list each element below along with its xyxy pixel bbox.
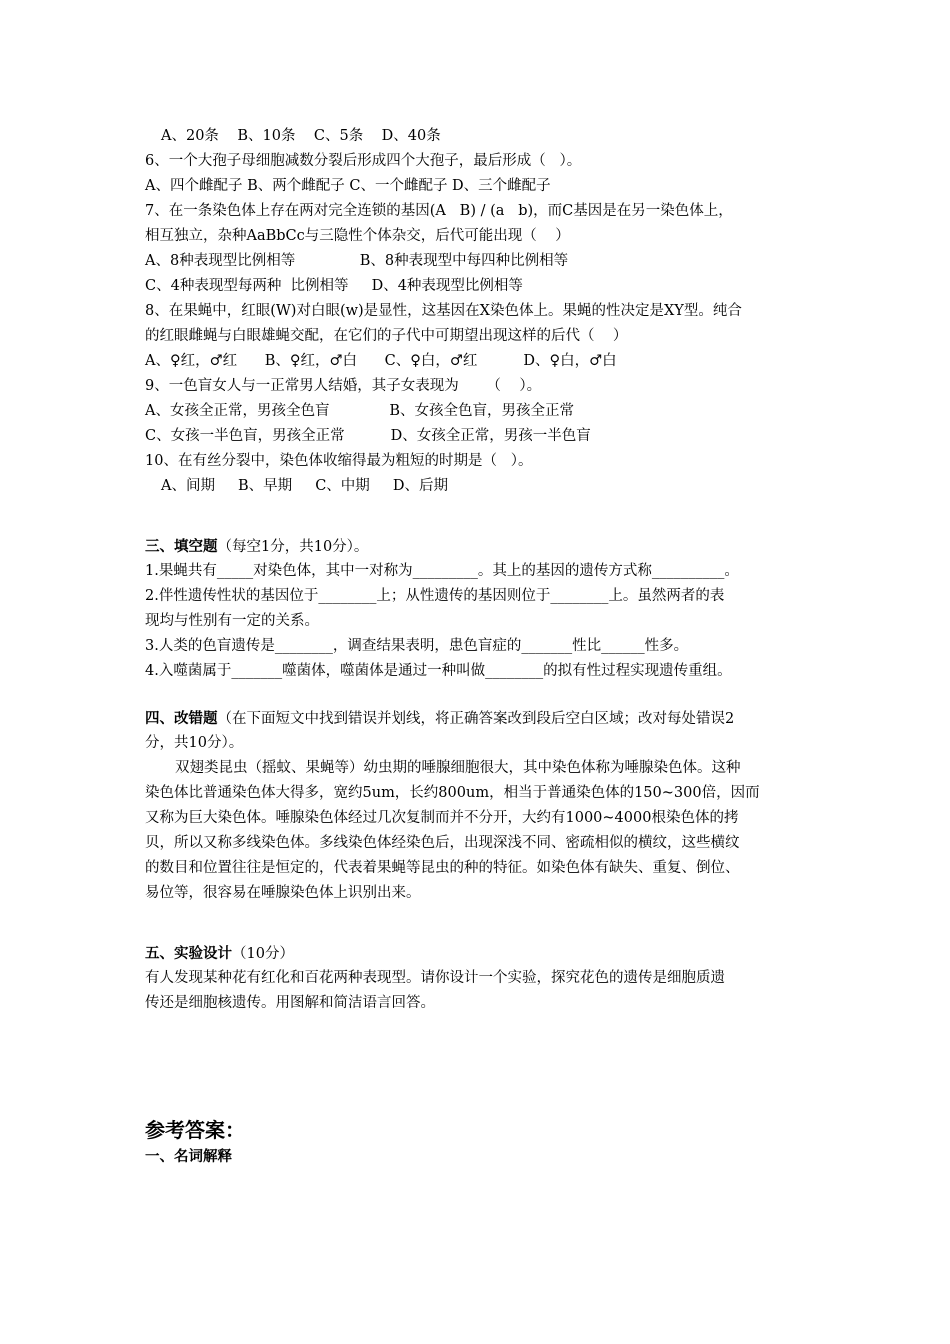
q8-stem-line1: 8、在果蝇中，红眼(W)对白眼(w)是显性，这基因在X染色体上。果蝇的性决定是XY型。纯合: [145, 303, 742, 319]
section5-heading: [145, 941, 815, 966]
q8-options: A、♀红，♂红 B、♀红，♂白 C、♀白，♂红 D、♀白，♂白: [145, 353, 617, 369]
fill-item-2: 2.伴性遗传性状的基因位于________上；从性遗传的基因则位于________上。虽然两者的表: [145, 588, 725, 604]
q10-stem: 10、在有丝分裂中，染色体收缩得最为粗短的时期是（ ）。: [145, 453, 533, 469]
section5-line-1: 有人发现某种花有红化和百花两种表现型。请你设计一个实验，探究花色的遗传是细胞质遗: [145, 970, 725, 986]
q9-stem: 9、一色盲女人与一正常男人结婚，其子女表现为 （ ）。: [145, 378, 542, 394]
q9-options-line1: A、女孩全正常，男孩全色盲 B、女孩全色盲，男孩全正常: [145, 403, 575, 419]
q7-stem-line2: 相互独立，杂种AaBbCc与三隐性个体杂交，后代可能出现（ ）: [145, 228, 570, 244]
section3-heading: [145, 534, 815, 559]
answers-section1: 一、名词解释: [145, 1148, 232, 1165]
fill-item-1: 1.果蝇共有_____对染色体，其中一对称为_________。其上的基因的遗传方式称__________。: [145, 563, 739, 579]
section5-line-2: 传还是细胞核遗传。用图解和简洁语言回答。: [145, 995, 435, 1011]
paragraph-line-6: 易位等，很容易在唾腺染色体上识别出来。: [145, 885, 421, 901]
paragraph-line-4: 贝，所以又称多线染色体。多线染色体经染色后，出现深浅不同、密疏相似的横纹，这些横纹: [145, 835, 740, 851]
section3-title: 三、填空题: [145, 538, 218, 555]
q9-options-line2: C、女孩一半色盲，男孩全正常 D、女孩全正常，男孩一半色盲: [145, 428, 591, 444]
paragraph-line-2: 染色体比普通染色体大得多，宽约5um，长约800um，相当于普通染色体的150~300倍，因而: [145, 785, 760, 801]
section4-note: （在下面短文中找到错误并划线，将正确答案改到段后空白区域；改对每处错误2: [217, 711, 735, 727]
q6-stem: 6、一个大孢子母细胞减数分裂后形成四个大孢子，最后形成（ ）。: [145, 153, 582, 169]
paragraph-line-1: 双翅类昆虫（摇蚊、果蝇等）幼虫期的唾腺细胞很大，其中染色体称为唾腺染色体。这种: [175, 760, 741, 776]
fill-item-3: 3.人类的色盲遗传是________，调查结果表明，患色盲症的_______性比______性多。: [145, 638, 689, 654]
q5-options: A、20条 B、10条 C、5条 D、40条: [161, 128, 441, 144]
q7-stem-line1: 7、在一条染色体上存在两对完全连锁的基因(A B) / (a b)，而C基因是在另一染色体上，: [145, 203, 733, 219]
paragraph-line-5: 的数目和位置往往是恒定的，代表着果蝇等昆虫的种的特征。如染色体有缺失、重复、倒位、: [145, 860, 740, 876]
section4-note-cont: 分，共10分）。: [145, 735, 244, 751]
fill-item-4: 4.入噬菌属于_______噬菌体，噬菌体是通过一种叫做________的拟有性过程实现遗传重组。: [145, 663, 732, 679]
q8-stem-line2: 的红眼雌蝇与白眼雄蝇交配，在它们的子代中可期望出现这样的后代（ ）: [145, 328, 628, 344]
section4-title: 四、改错题: [145, 710, 218, 727]
section5-title: 五、实验设计: [145, 945, 232, 962]
q6-options: A、四个雌配子 B、两个雌配子 C、一个雌配子 D、三个雌配子: [145, 178, 551, 194]
section4-heading: [145, 706, 815, 731]
answers-title: 参考答案：: [145, 1118, 245, 1142]
q7-options-line1: A、8种表现型比例相等 B、8种表现型中每四种比例相等: [145, 253, 569, 269]
section3-note: （每空1分，共10分）。: [217, 539, 369, 555]
q10-options: A、间期 B、早期 C、中期 D、后期: [161, 478, 448, 494]
q7-options-line2: C、4种表现型每两种 比例相等 D、4种表现型比例相等: [145, 278, 523, 294]
paragraph-line-3: 又称为巨大染色体。唾腺染色体经过几次复制而并不分开，大约有1000~4000根染色体的拷: [145, 810, 739, 826]
fill-item-2-cont: 现均与性别有一定的关系。: [145, 613, 319, 629]
document-page: [145, 124, 815, 1169]
section5-note: （10分）: [232, 946, 294, 962]
